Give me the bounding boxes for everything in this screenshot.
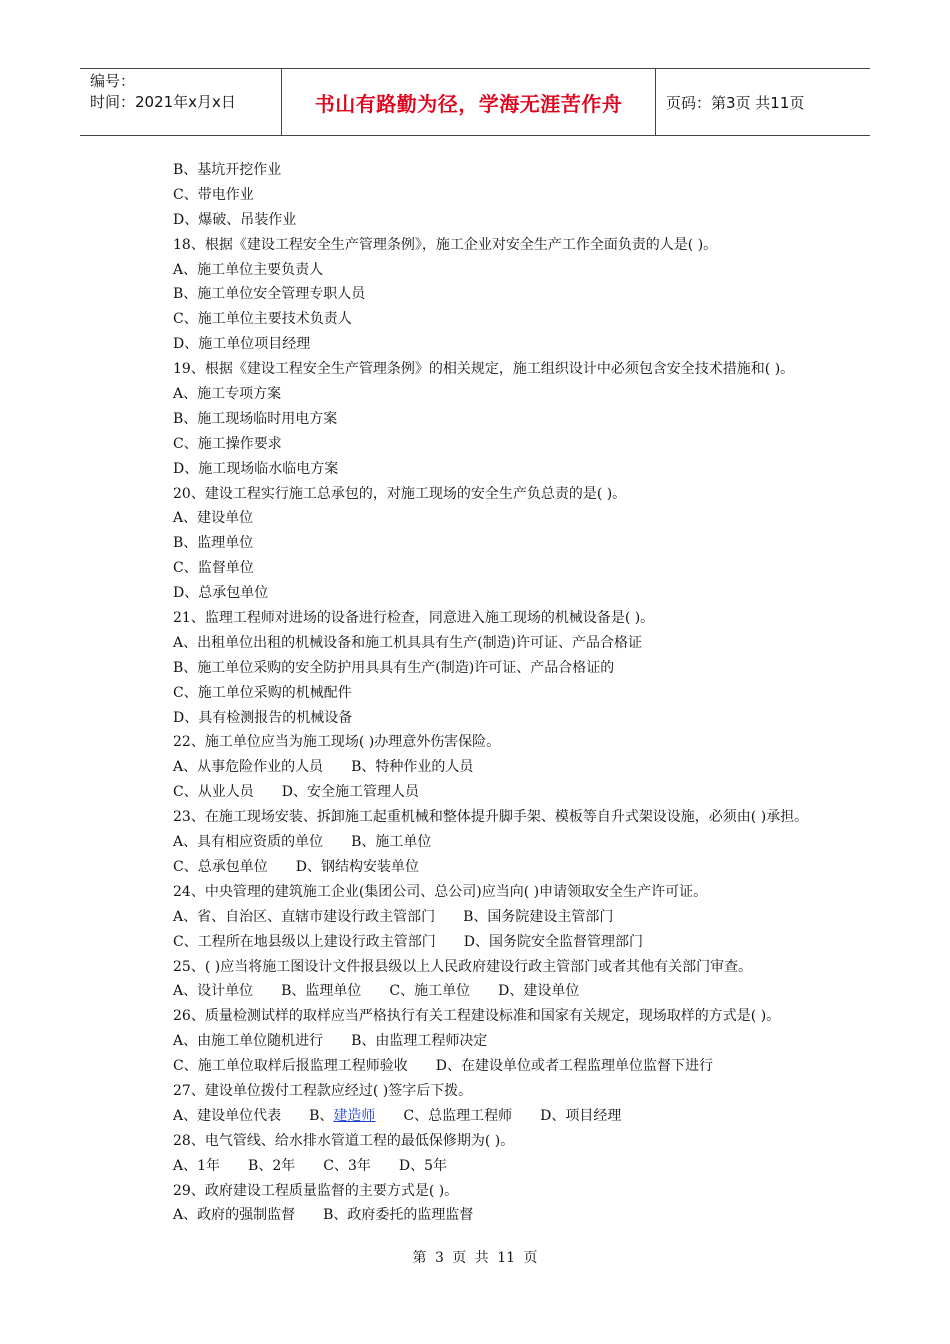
option-item: C、工程所在地县级以上建设行政主管部门 bbox=[173, 933, 436, 950]
option-item: C、施工单位取样后报监理工程师验收 bbox=[173, 1058, 408, 1075]
option-item: D、钢结构安装单位 bbox=[295, 858, 419, 875]
page-header bbox=[80, 68, 870, 136]
text-line: C、监督单位 bbox=[173, 560, 254, 577]
option-item: B、特种作业的人员 bbox=[351, 759, 474, 776]
option-item: D、项目经理 bbox=[540, 1107, 622, 1124]
option-item: A、设计单位 bbox=[173, 983, 254, 1000]
option-row bbox=[173, 979, 853, 1004]
option-row bbox=[173, 830, 853, 855]
time-label: 时间：2021年x月x日 bbox=[90, 93, 236, 111]
text-line: 19、根据《建设工程安全生产管理条例》的相关规定，施工组织设计中必须包含安全技术措施和( )。 bbox=[173, 361, 795, 378]
text-line: D、总承包单位 bbox=[173, 585, 269, 602]
text-line: 21、监理工程师对进场的设备进行检查，同意进入施工现场的机械设备是( )。 bbox=[173, 610, 655, 627]
text-line: 25、( )应当将施工图设计文件报县级以上人民政府建设行政主管部门或者其他有关部门审查。 bbox=[173, 958, 753, 975]
text-line: C、施工操作要求 bbox=[173, 435, 282, 452]
option-row bbox=[173, 1054, 853, 1079]
option-item: C、总监理工程师 bbox=[403, 1107, 513, 1124]
option-row bbox=[173, 855, 853, 880]
text-line: D、施工现场临水临电方案 bbox=[173, 460, 339, 477]
text-line: B、施工单位采购的安全防护用具具有生产(制造)许可证、产品合格证的 bbox=[173, 659, 615, 676]
option-item: D、建设单位 bbox=[498, 983, 580, 1000]
text-line: A、出租单位出租的机械设备和施工机具具有生产(制造)许可证、产品合格证 bbox=[173, 634, 643, 651]
option-item: B、国务院建设主管部门 bbox=[463, 908, 614, 925]
text-line: C、施工单位采购的机械配件 bbox=[173, 684, 352, 701]
text-line: B、施工现场临时用电方案 bbox=[173, 410, 338, 427]
text-line: B、施工单位安全管理专职人员 bbox=[173, 286, 366, 303]
option-item: A、由施工单位随机进行 bbox=[173, 1033, 324, 1050]
page-footer: 第 3 页 共 11 页 bbox=[412, 1250, 538, 1266]
option-row bbox=[173, 1154, 853, 1179]
text-line: 26、质量检测试样的取样应当严格执行有关工程建设标准和国家有关规定，现场取样的方式是( )。 bbox=[173, 1008, 781, 1025]
option-item: D、5年 bbox=[398, 1157, 447, 1174]
text-line: 28、电气管线、给水排水管道工程的最低保修期为( )。 bbox=[173, 1132, 515, 1149]
option-item: C、3年 bbox=[323, 1157, 371, 1174]
option-item: A、建设单位代表 bbox=[173, 1107, 282, 1124]
architect-link[interactable]: 建造师 bbox=[333, 1107, 376, 1124]
option-row bbox=[173, 780, 853, 805]
text-line: D、施工单位项目经理 bbox=[173, 336, 311, 353]
option-item: B、政府委托的监理监督 bbox=[323, 1207, 474, 1224]
option-item: C、总承包单位 bbox=[173, 858, 268, 875]
text-line: C、施工单位主要技术负责人 bbox=[173, 311, 352, 328]
text-line: A、施工专项方案 bbox=[173, 386, 282, 403]
option-item: B、由监理工程师决定 bbox=[351, 1033, 488, 1050]
text-line: 20、建设工程实行施工总承包的，对施工现场的安全生产负总责的是( )。 bbox=[173, 485, 627, 502]
header-page-label: 页码：第3页 共11页 bbox=[666, 93, 805, 112]
option-item: C、施工单位 bbox=[389, 983, 471, 1000]
option-item: A、具有相应资质的单位 bbox=[173, 834, 324, 851]
option-row bbox=[173, 930, 853, 955]
text-line: B、监理单位 bbox=[173, 535, 254, 552]
header-motto: 书山有路勤为径，学海无涯苦作舟 bbox=[282, 69, 656, 135]
number-label: 编号： bbox=[90, 72, 136, 90]
text-line: 23、在施工现场安装、拆卸施工起重机械和整体提升脚手架、模板等自升式架设设施，必须由( )承担。 bbox=[173, 809, 809, 826]
text-line: 22、施工单位应当为施工现场( )办理意外伤害保险。 bbox=[173, 734, 501, 751]
text-line: A、施工单位主要负责人 bbox=[173, 261, 324, 278]
text-line: 29、政府建设工程质量监督的主要方式是( )。 bbox=[173, 1182, 459, 1199]
option-item bbox=[309, 1104, 375, 1129]
option-row bbox=[173, 905, 853, 930]
option-item: D、安全施工管理人员 bbox=[281, 784, 419, 801]
text-line: 24、中央管理的建筑施工企业(集团公司、总公司)应当向( )申请领取安全生产许可证。 bbox=[173, 883, 708, 900]
option-item: A、省、自治区、直辖市建设行政主管部门 bbox=[173, 908, 436, 925]
text-line: A、建设单位 bbox=[173, 510, 254, 527]
question-list bbox=[173, 158, 853, 1228]
option-item: A、从事危险作业的人员 bbox=[173, 759, 324, 776]
text-line: 18、根据《建设工程安全生产管理条例》，施工企业对安全生产工作全面负责的人是( )。 bbox=[173, 236, 718, 253]
option-row bbox=[173, 755, 853, 780]
option-item: C、从业人员 bbox=[173, 784, 254, 801]
option-prefix: B、 bbox=[309, 1107, 334, 1124]
option-item: A、政府的强制监督 bbox=[173, 1207, 296, 1224]
option-item: D、在建设单位或者工程监理单位监督下进行 bbox=[435, 1058, 713, 1075]
option-item: B、施工单位 bbox=[351, 834, 432, 851]
option-item: A、1年 bbox=[173, 1157, 221, 1174]
text-line: B、基坑开挖作业 bbox=[173, 162, 282, 178]
text-line: C、带电作业 bbox=[173, 186, 254, 203]
option-item: B、监理单位 bbox=[281, 983, 362, 1000]
text-line: 27、建设单位拨付工程款应经过( )签字后下拨。 bbox=[173, 1082, 473, 1099]
option-row bbox=[173, 1104, 853, 1129]
text-line: D、爆破、吊装作业 bbox=[173, 211, 297, 228]
option-item: B、2年 bbox=[248, 1157, 296, 1174]
option-row bbox=[173, 1029, 853, 1054]
option-row bbox=[173, 1203, 853, 1228]
text-line: D、具有检测报告的机械设备 bbox=[173, 709, 353, 726]
option-item: D、国务院安全监督管理部门 bbox=[463, 933, 643, 950]
header-meta bbox=[80, 69, 282, 135]
